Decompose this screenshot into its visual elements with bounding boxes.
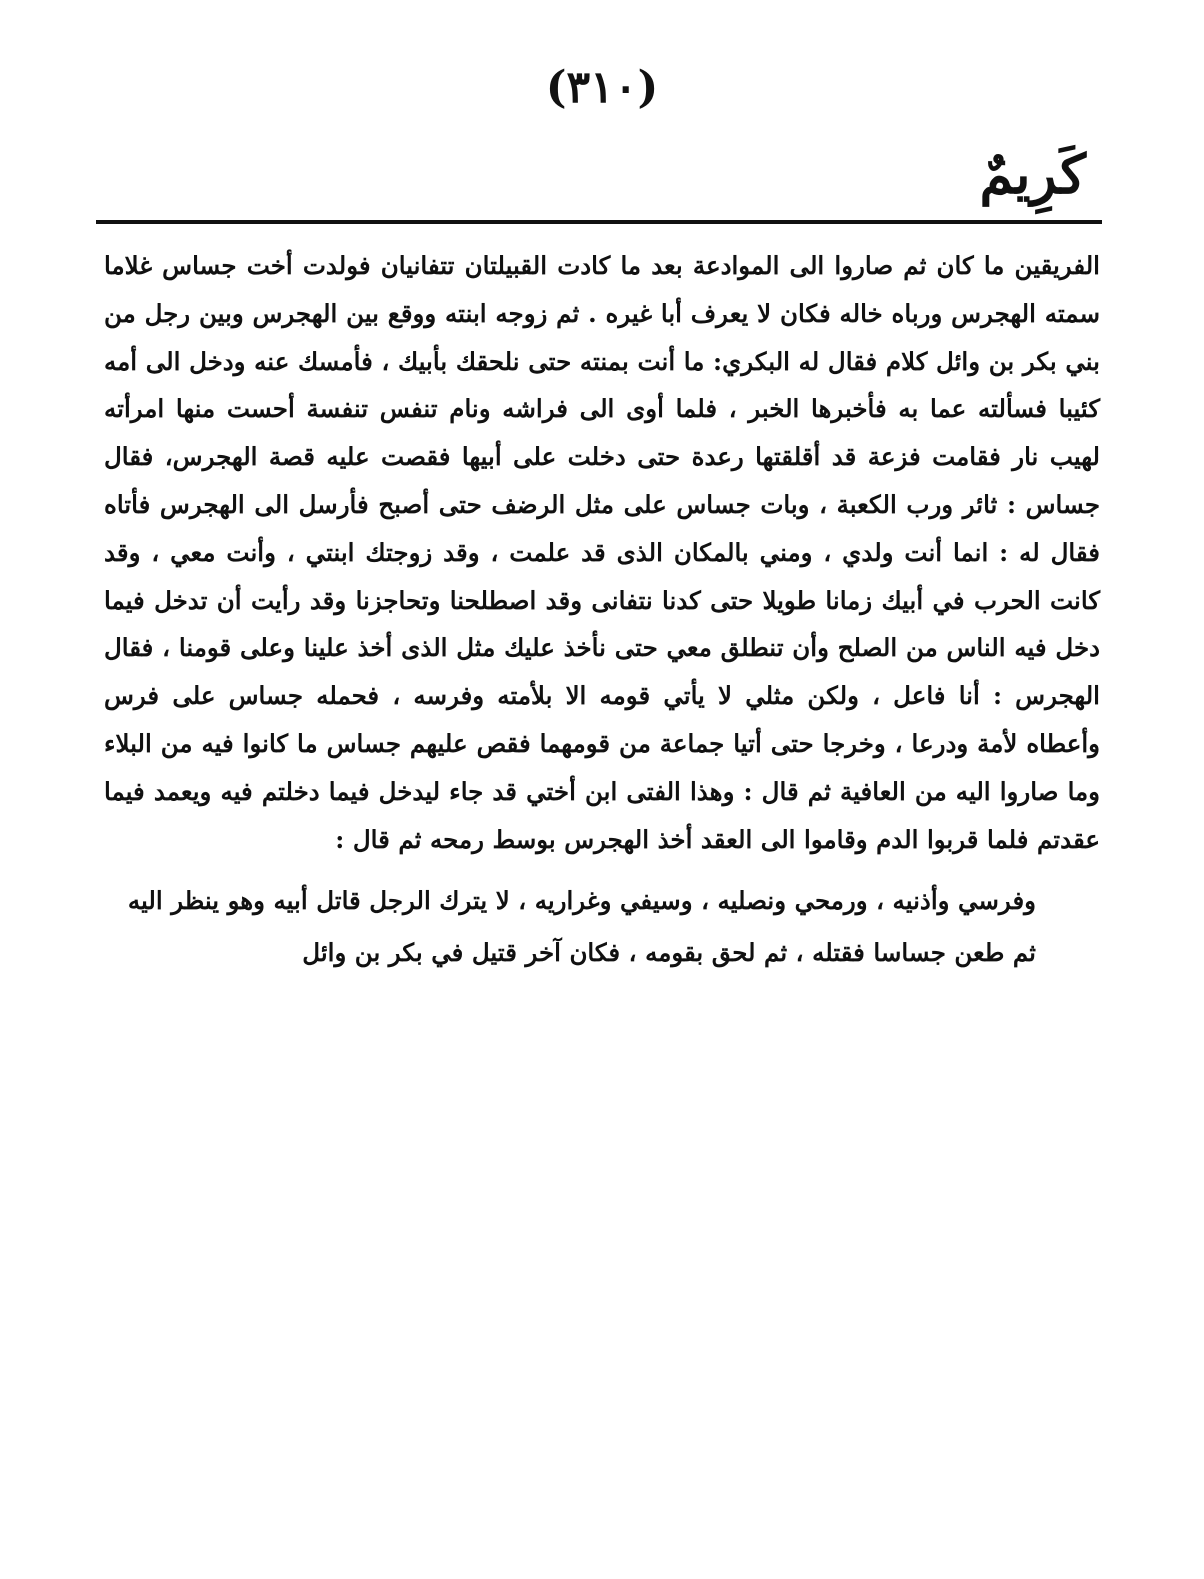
entry-heading: كَرِيمٌ: [979, 142, 1086, 206]
body-paragraph: الفريقين ما كان ثم صاروا الى الموادعة بعد ما كادت القبيلتان تتفانيان فولدت أخت جساس غلاما سمته الهجرس ورباه خاله فكان لا يعرف أبا غيره . ثم زوجه ابنته ووقع بين الهجرس وبين رجل من بني بكر بن وائل كلام فقال له البكري: ما أنت بمنته حتى نلحقك بأبيك ، فأمسك عنه ودخل الى أمه كئيبا فسألته عما به فأخبرها الخبر ، فلما أوى الى فراشه ونام تنفس تنفسة أحست منها امرأته لهيب نار فقامت فزعة قد أقلقتها رعدة حتى دخلت على أبيها فقصت عليه قصة الهجرس، فقال جساس : ثائر ورب الكعبة ، وبات جساس على مثل الرضف حتى أصبح فأرسل الى الهجرس فأتاه فقال له : انما أنت ولدي ، ومني بالمكان الذى قد علمت ، وقد زوجتك ابنتي ، وأنت معي ، وقد كانت الحرب في أبيك زمانا طويلا حتى كدنا نتفانى وقد اصطلحنا وتحاجزنا وقد رأيت أن تدخل فيما دخل فيه الناس من الصلح وأن تنطلق معي حتى نأخذ عليك مثل الذى أخذ علينا وعلى قومنا ، فقال الهجرس : أنا فاعل ، ولكن مثلي لا يأتي قومه الا بلأمته وفرسه ، فحمله جساس على فرس وأعطاه لأمة ودرعا ، وخرجا حتى أتيا جماعة من قومهما فقص عليهم جساس ما كانوا فيه من البلاء وما صاروا اليه من العافية ثم قال : وهذا الفتى ابن أختي قد جاء ليدخل فيما دخلتم فيه ويعمد فيما عقدتم فلما قربوا الدم وقاموا الى العقد أخذ الهجرس بوسط رمحه ثم قال :: [104, 251, 1100, 854]
closing-paragraph: ثم طعن جساسا فقتله ، ثم لحق بقومه ، فكان آخر قتيل في بكر بن وائل: [302, 938, 1036, 968]
page-number: (٣١٠): [545, 62, 659, 113]
header-rule: [96, 220, 1102, 224]
verse-line: وفرسي وأذنيه ، ورمحي ونصليه ، وسيفي وغراريه ، لا يترك الرجل قاتل أبيه وهو ينظر اليه: [127, 886, 1036, 916]
body-text: [104, 242, 1100, 977]
